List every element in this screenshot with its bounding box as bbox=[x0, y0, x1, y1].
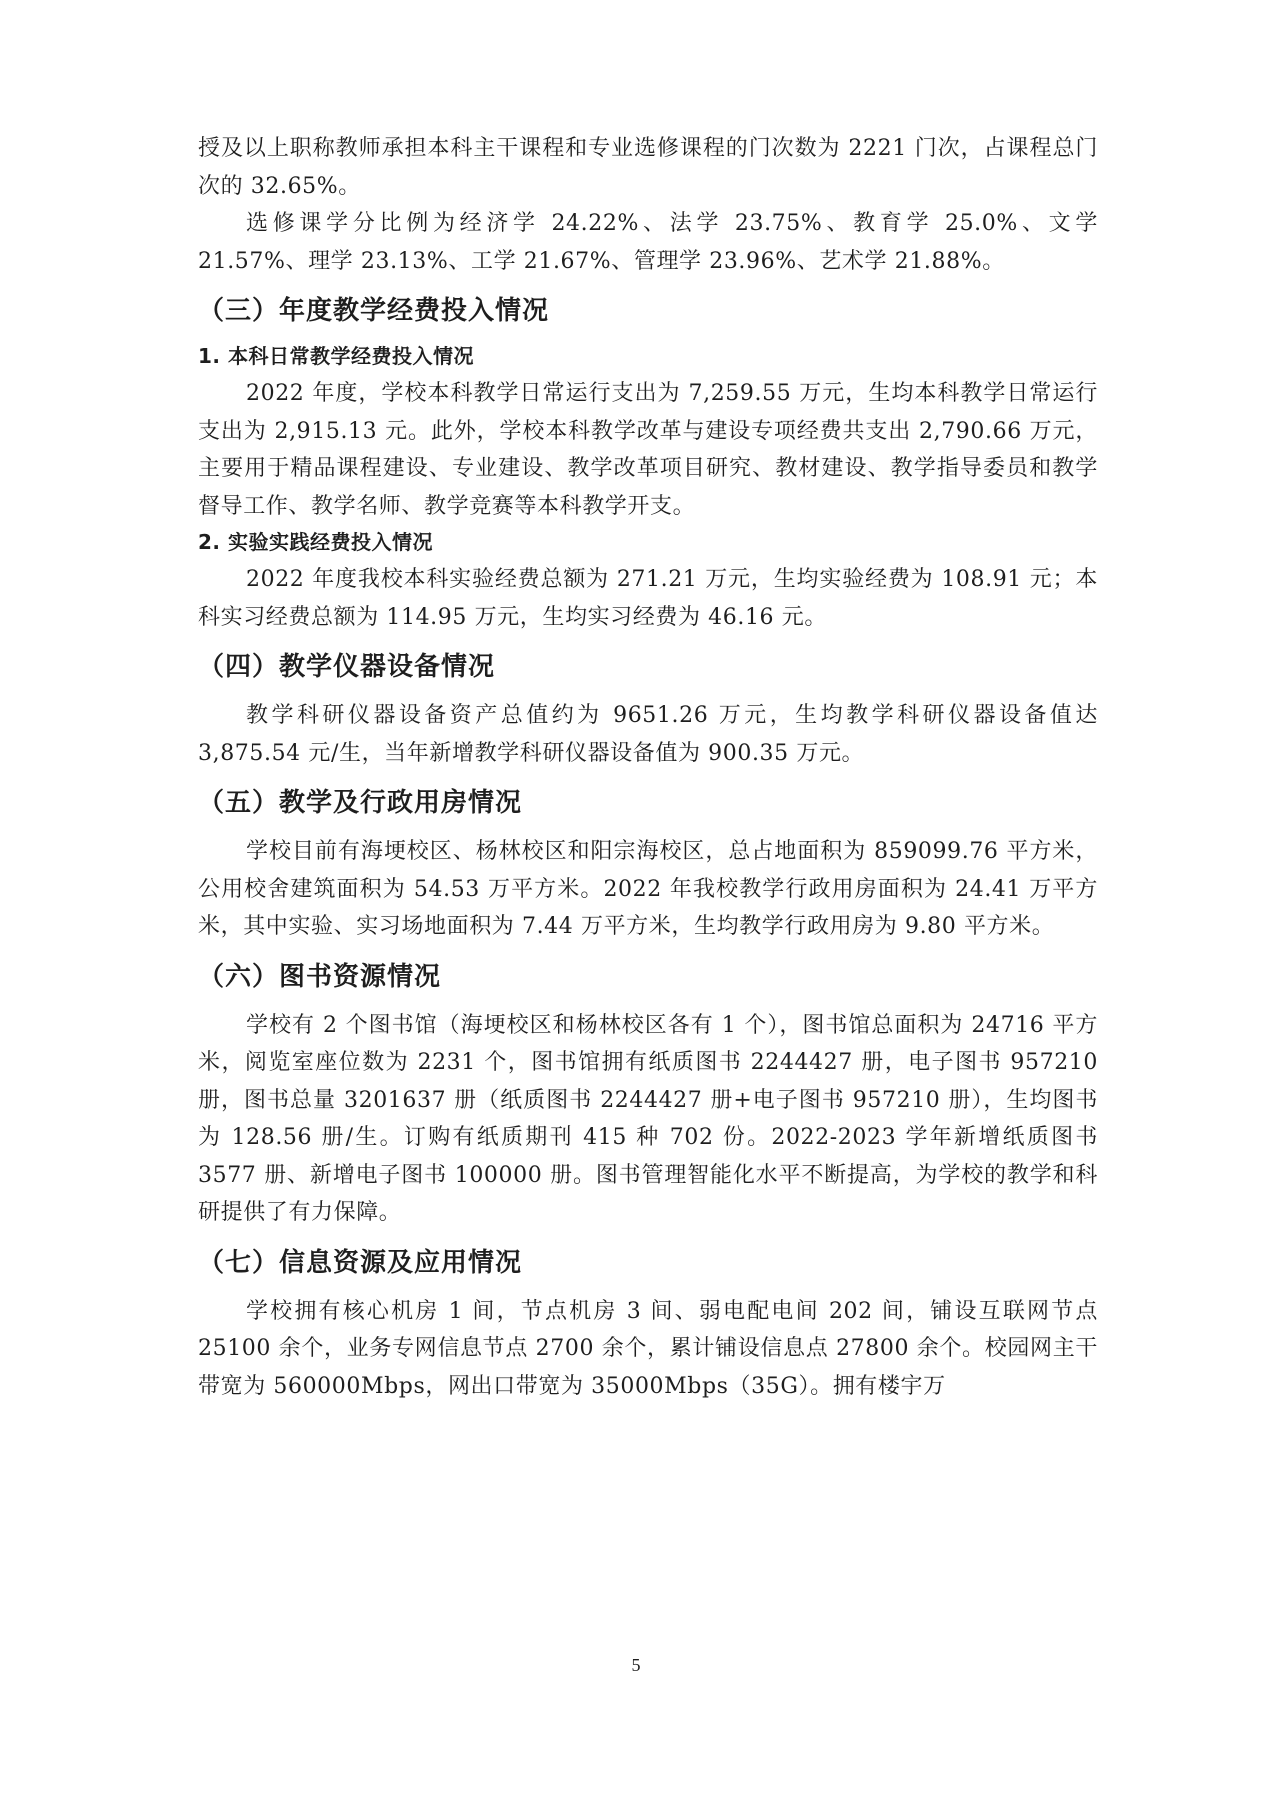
paragraph-practice-funding: 2022 年度我校本科实验经费总额为 271.21 万元，生均实验经费为 108.91 元；本科实习经费总额为 114.95 万元，生均实习经费为 46.16 元。 bbox=[198, 567, 1098, 630]
section-heading-equipment: （四）教学仪器设备情况 bbox=[198, 652, 496, 682]
paragraph-information: 学校拥有核心机房 1 间，节点机房 3 间、弱电配电间 202 间，铺设互联网节点 25100 余个，业务专网信息节点 2700 余个，累计铺设信息点 27800 余个。校园网主干带宽为 560000Mbps，网出口带宽为 35000Mbps（35G）。拥有楼宇万 bbox=[198, 1298, 1098, 1399]
paragraph-course-share: 授及以上职称教师承担本科主干课程和专业选修课程的门次数为 2221 门次，占课程总门次的 32.65%。 bbox=[198, 136, 1098, 199]
section-heading-buildings: （五）教学及行政用房情况 bbox=[198, 788, 523, 818]
paragraph-equipment: 教学科研仪器设备资产总值约为 9651.26 万元，生均教学科研仪器设备值达 3,875.54 元/生，当年新增教学科研仪器设备值为 900.35 万元。 bbox=[198, 703, 1098, 766]
page-content bbox=[198, 130, 1098, 1405]
subheading-daily-funding: 1. 本科日常教学经费投入情况 bbox=[198, 344, 474, 368]
section-heading-information: （七）信息资源及应用情况 bbox=[198, 1247, 523, 1278]
paragraph-elective-credits: 选修课学分比例为经济学 24.22%、法学 23.75%、教育学 25.0%、文学 21.57%、理学 23.13%、工学 21.67%、管理学 23.96%、艺术学 21.88%。 bbox=[198, 211, 1098, 274]
paragraph-library: 学校有 2 个图书馆（海埂校区和杨林校区各有 1 个），图书馆总面积为 24716 平方米，阅览室座位数为 2231 个，图书馆拥有纸质图书 2244427 册，电子图书 957210 册，图书总量 3201637 册（纸质图书 2244427 册+电子图书 957210 册），生均图书为 128.56 册/生。订购有纸质期刊 415 种 702 份。2022-2023 学年新增纸质图书 3577 册、新增电子图书 100000 册。图书管理智能化水平不断提高，为学校的教学和科研提供了有力保障。 bbox=[198, 1012, 1098, 1225]
subheading-practice-funding: 2. 实验实践经费投入情况 bbox=[198, 530, 433, 554]
section-heading-funding: （三）年度教学经费投入情况 bbox=[198, 296, 550, 326]
page-number: 5 bbox=[631, 1655, 641, 1675]
section-heading-library: （六）图书资源情况 bbox=[198, 961, 442, 992]
paragraph-daily-funding: 2022 年度，学校本科教学日常运行支出为 7,259.55 万元，生均本科教学日常运行支出为 2,915.13 元。此外，学校本科教学改革与建设专项经费共支出 2,790.66 万元，主要用于精品课程建设、专业建设、教学改革项目研究、教材建设、教学指导委员和教学督导工作、教学名师、教学竞赛等本科教学开支。 bbox=[198, 381, 1098, 519]
paragraph-buildings: 学校目前有海埂校区、杨林校区和阳宗海校区，总占地面积为 859099.76 平方米，公用校舍建筑面积为 54.53 万平方米。2022 年我校教学行政用房面积为 24.41 万平方米，其中实验、实习场地面积为 7.44 万平方米，生均教学行政用房为 9.80 平方米。 bbox=[198, 839, 1098, 939]
